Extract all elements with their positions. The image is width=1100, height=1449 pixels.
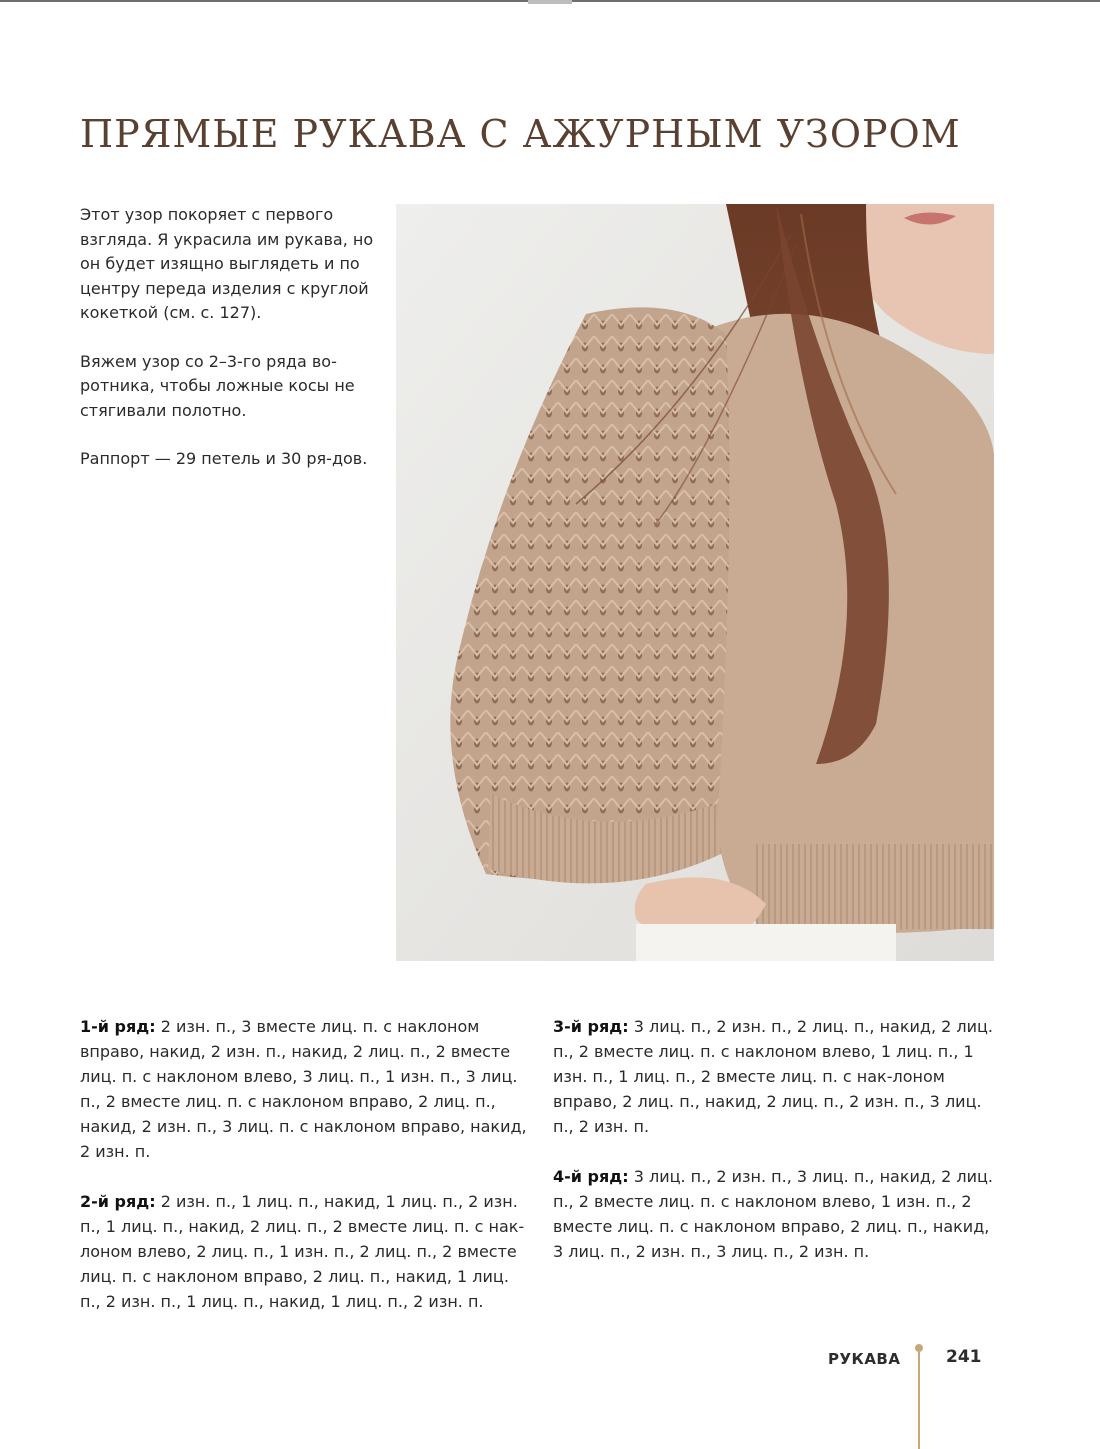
row-text: 3 лиц. п., 2 изн. п., 3 лиц. п., накид, 2 лиц. п., 2 вместе лиц. п. с наклоном влево, 1 изн. п., 2 вместе лиц. п. с наклоном вправо, 2 лиц. п., накид, 3 лиц. п., 2 изн. п., 3 лиц. п., 2 изн. п. [553,1167,993,1261]
sweater-hem-rib [756,844,994,929]
photo-illustration [396,204,994,961]
row-label: 1-й ряд: [80,1017,156,1036]
sweater-body [696,314,994,933]
rows-column-right [553,1014,1003,1289]
rows-column-left [80,1014,530,1339]
pattern-row-1 [80,1014,530,1164]
intro-paragraph: Этот узор покоряет с первого взгляда. Я украсила им рукава, но он будет изящно выглядеть и по центру переда изделия с круглой кокеткой (см. с. 127). [80,205,374,322]
row-text: 2 изн. п., 1 лиц. п., накид, 1 лиц. п., 2 изн. п., 1 лиц. п., накид, 2 лиц. п., 2 вместе лиц. п. с нак-лоном влево, 2 лиц. п., 1 изн. п., 2 лиц. п., 2 вместе лиц. п. с наклоном вправо, 2 лиц. п., накид, 1 лиц. п., 2 изн. п., 1 лиц. п., накид, 1 лиц. п., 2 изн. п. [80,1192,525,1311]
intro-paragraph: Раппорт — 29 петель и 30 ря-дов. [80,449,368,468]
row-label: 3-й ряд: [553,1017,629,1036]
pattern-row-2 [80,1189,530,1314]
row-label: 2-й ряд: [80,1192,156,1211]
intro-text [80,203,380,496]
sweater-photo [396,204,994,961]
page-number: 241 [946,1347,982,1367]
row-label: 4-й ряд: [553,1167,629,1186]
pattern-row-4 [553,1164,1003,1264]
row-text: 3 лиц. п., 2 изн. п., 2 лиц. п., накид, 2 лиц. п., 2 вместе лиц. п. с наклоном влево, 1 лиц. п., 1 изн. п., 1 лиц. п., 2 вместе лиц. п. с нак-лоном вправо, 2 лиц. п., накид, 2 лиц. п., 2 изн. п., 3 лиц. п., 2 изн. п. [553,1017,993,1136]
footer-section-title: РУКАВА [828,1350,901,1368]
pattern-row-3 [553,1014,1003,1139]
trousers [636,924,896,961]
page-title: ПРЯМЫЕ РУКАВА С АЖУРНЫМ УЗОРОМ [80,112,961,156]
footer-divider-dot [915,1344,923,1352]
footer-divider [918,1352,920,1449]
row-text: 2 изн. п., 3 вместе лиц. п. с наклоном вправо, накид, 2 изн. п., накид, 2 лиц. п., 2 вместе лиц. п. с наклоном влево, 3 лиц. п., 1 изн. п., 3 лиц. п., 2 вместе лиц. п. с наклоном вправо, 2 лиц. п., накид, 2 изн. п., 3 лиц. п. с наклоном вправо, накид, 2 изн. п. [80,1017,527,1161]
page-top-mark [528,0,572,4]
intro-paragraph: Вяжем узор со 2–3-го ряда во-ротника, чтобы ложные косы не стягивали полотно. [80,351,355,420]
